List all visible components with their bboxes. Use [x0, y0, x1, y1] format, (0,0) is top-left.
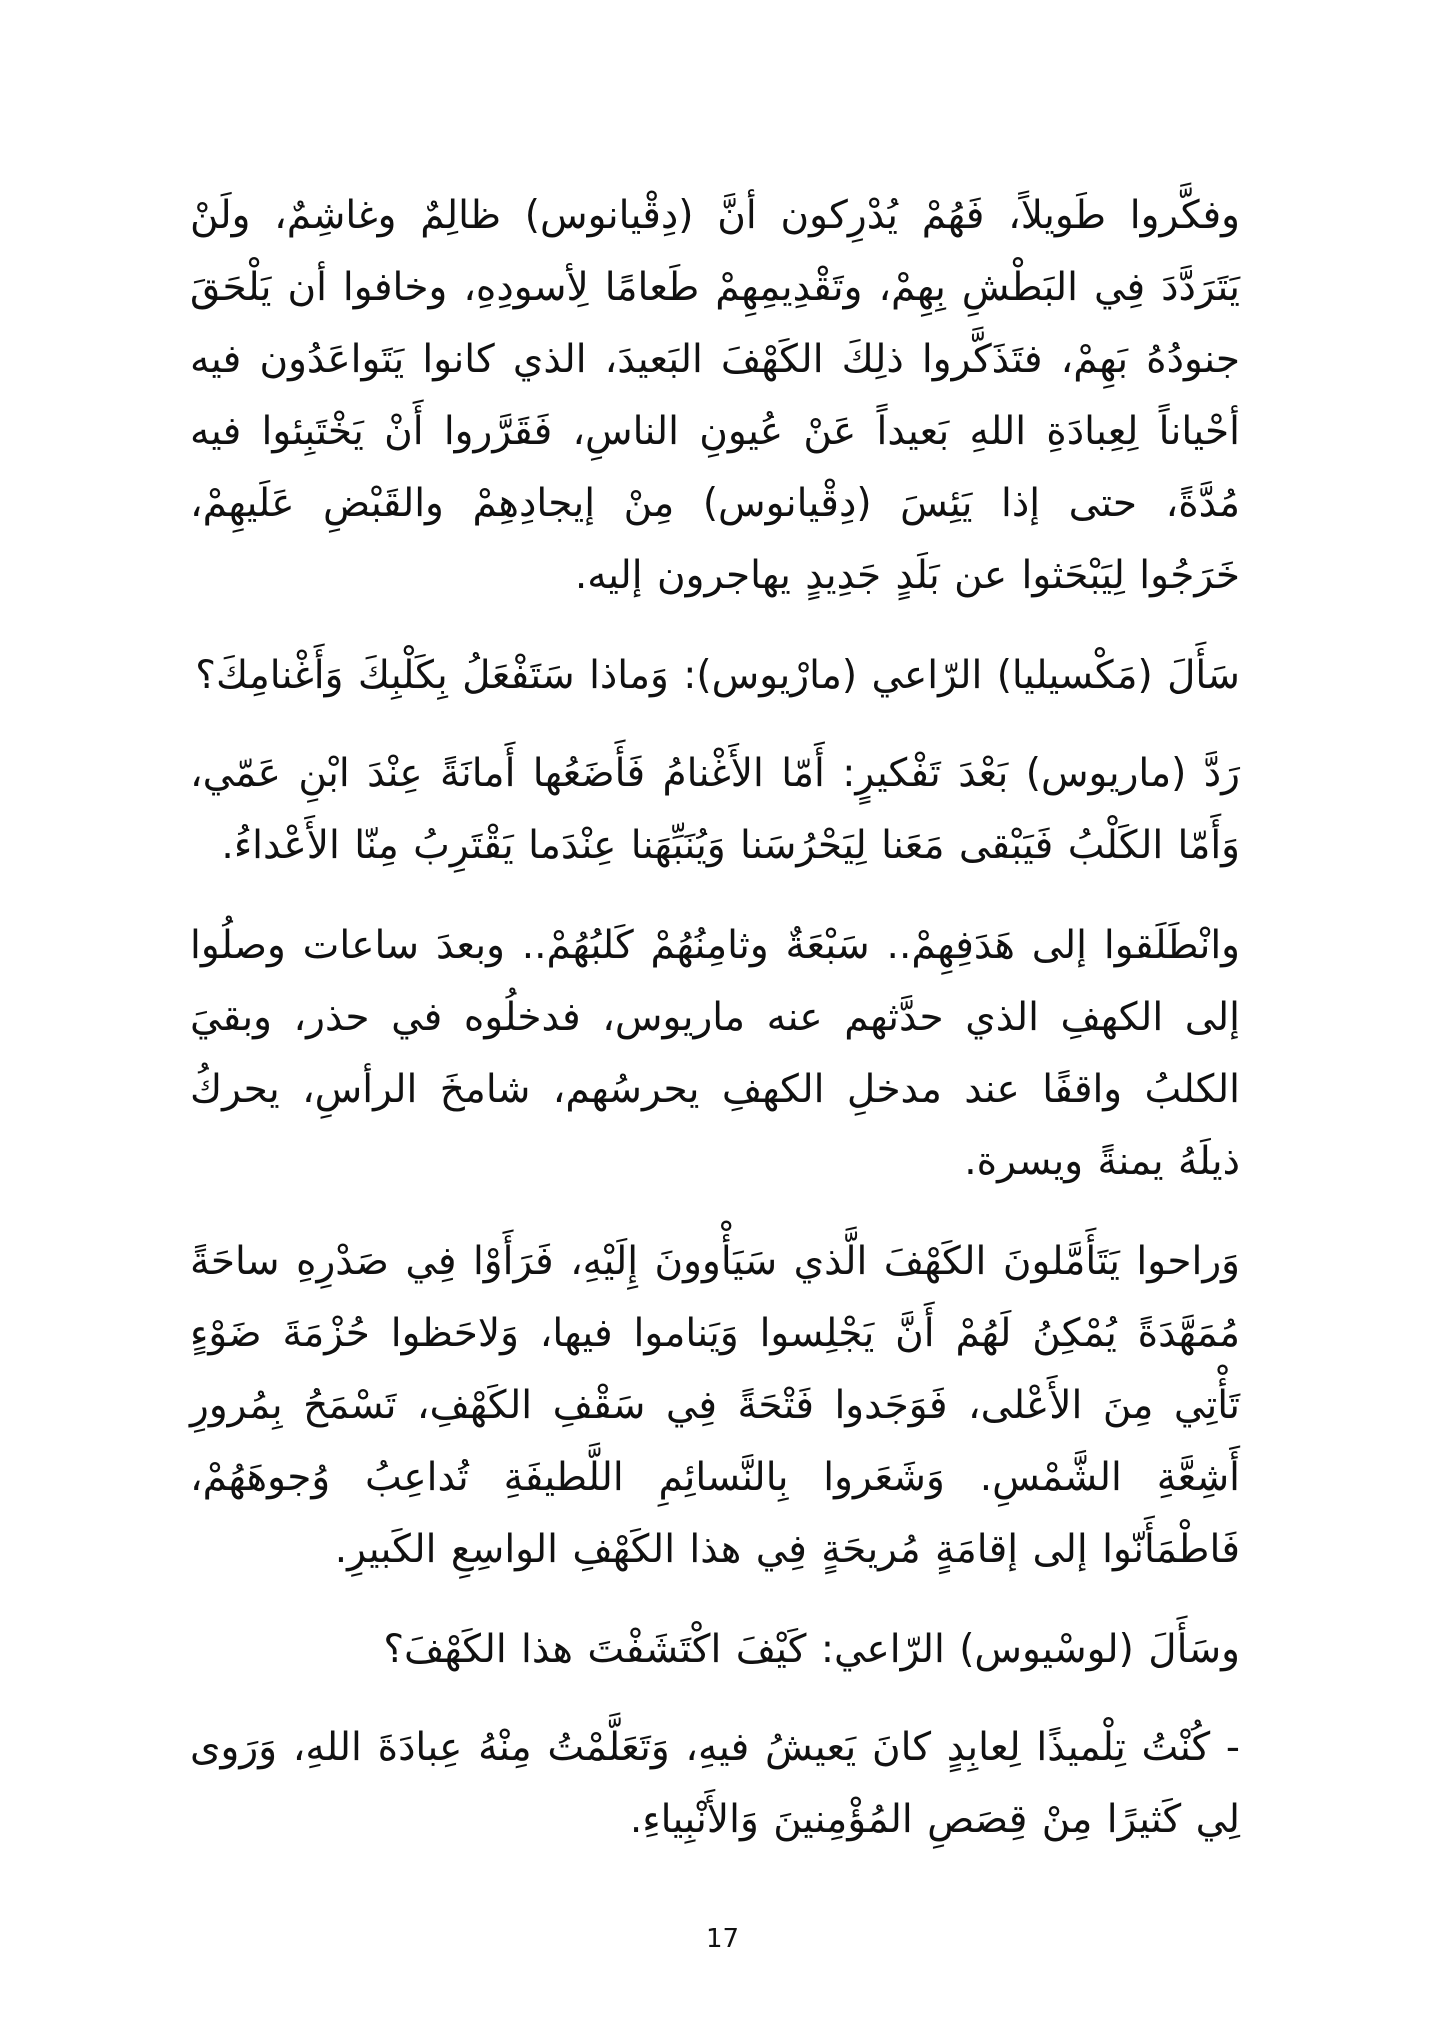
paragraph-3: رَدَّ (ماريوس) بَعْدَ تَفْكيرٍ: أَمّا الأَغْنامُ فَأَضَعُها أَمانَةً عِنْدَ ابْنِ عَمّي، وَأَمّا الكَلْبُ فَيَبْقى مَعَنا لِيَحْرُسَنا وَيُنَبِّهَنا عِنْدَما يَقْتَرِبُ مِنّا الأَعْداءُ. — [190, 751, 1240, 868]
page-number: 17 — [705, 1924, 740, 1954]
paragraph-6: وسَأَلَ (لوسْيوس) الرّاعي: كَيْفَ اكْتَشَفْتَ هذا الكَهْفَ؟ — [383, 1627, 1240, 1672]
paragraph-1: وفكَّروا طَويلاً، فَهُمْ يُدْرِكون أنَّ (دِقْيانوس) ظالِمٌ وغاشِمٌ، ولَنْ يَتَرَدَّدَ فِي البَطْشِ بِهِمْ، وتَقْدِيمِهِمْ طَعامًا لِأسودِهِ، وخافوا أن يَلْحَقَ جنودُهُ بَهِمْ، فتَذَكَّروا ذلِكَ الكَهْفَ البَعيدَ، الذي كانوا يَتَواعَدُون فيه أحْياناً لِعِبادَةِ اللهِ بَعيداً عَنْ عُيونِ الناسِ، فَقَرَّروا أَنْ يَخْتَبِئوا فيه مُدَّةً، حتى إذا يَئِسَ (دِقْيانوس) مِنْ إيجادِهِمْ والقَبْضِ عَلَيهِمْ، خَرَجُوا لِيَبْحَثوا عن بَلَدٍ جَدِيدٍ يهاجرون إليه. — [190, 193, 1240, 598]
paragraph-2: سَأَلَ (مَكْسيليا) الرّاعي (مارْيوس): وَماذا سَتَفْعَلُ بِكَلْبِكَ وَأَغْنامِكَ؟ — [195, 653, 1240, 698]
paragraph-5: وَراحوا يَتَأَمَّلونَ الكَهْفَ الَّذي سَيَأْوونَ إِلَيْهِ، فَرَأَوْا فِي صَدْرِهِ ساحَةً مُمَهَّدَةً يُمْكِنُ لَهُمْ أَنَّ يَجْلِسوا وَيَناموا فيها، وَلاحَظوا حُزْمَةَ ضَوْءٍ تَأْتِي مِنَ الأَعْلى، فَوَجَدوا فَتْحَةً فِي سَقْفِ الكَهْفِ، تَسْمَحُ بِمُرورِ أَشِعَّةِ الشَّمْسِ. وَشَعَروا بِالنَّسائِمِ اللَّطيفَةِ تُداعِبُ وُجوهَهُمْ، فَاطْمَأَنّوا إلى إقامَةٍ مُريحَةٍ فِي هذا الكَهْفِ الواسِعِ الكَبيرِ. — [190, 1239, 1240, 1572]
body-text — [190, 180, 1240, 1884]
paragraph-4: وانْطَلَقوا إلى هَدَفِهِمْ.. سَبْعَةٌ وثامِنُهُمْ كَلبُهُمْ.. وبعدَ ساعات وصلُوا إلى الكهفِ الذي حدَّثهم عنه ماريوس، فدخلُوه في حذر، وبقيَ الكلبُ واقفًا عند مدخلِ الكهفِ يحرسُهم، شامخَ الرأسِ، يحركُ ذيلَهُ يمنةً ويسرة. — [190, 923, 1240, 1184]
paragraph-7: - كُنْتُ تِلْميذًا لِعابِدٍ كانَ يَعيشُ فيهِ، وَتَعَلَّمْتُ مِنْهُ عِبادَةَ اللهِ، وَرَوى لِي كَثيرًا مِنْ قِصَصِ المُؤْمِنينَ وَالأَنْبِياءِ. — [190, 1725, 1240, 1842]
